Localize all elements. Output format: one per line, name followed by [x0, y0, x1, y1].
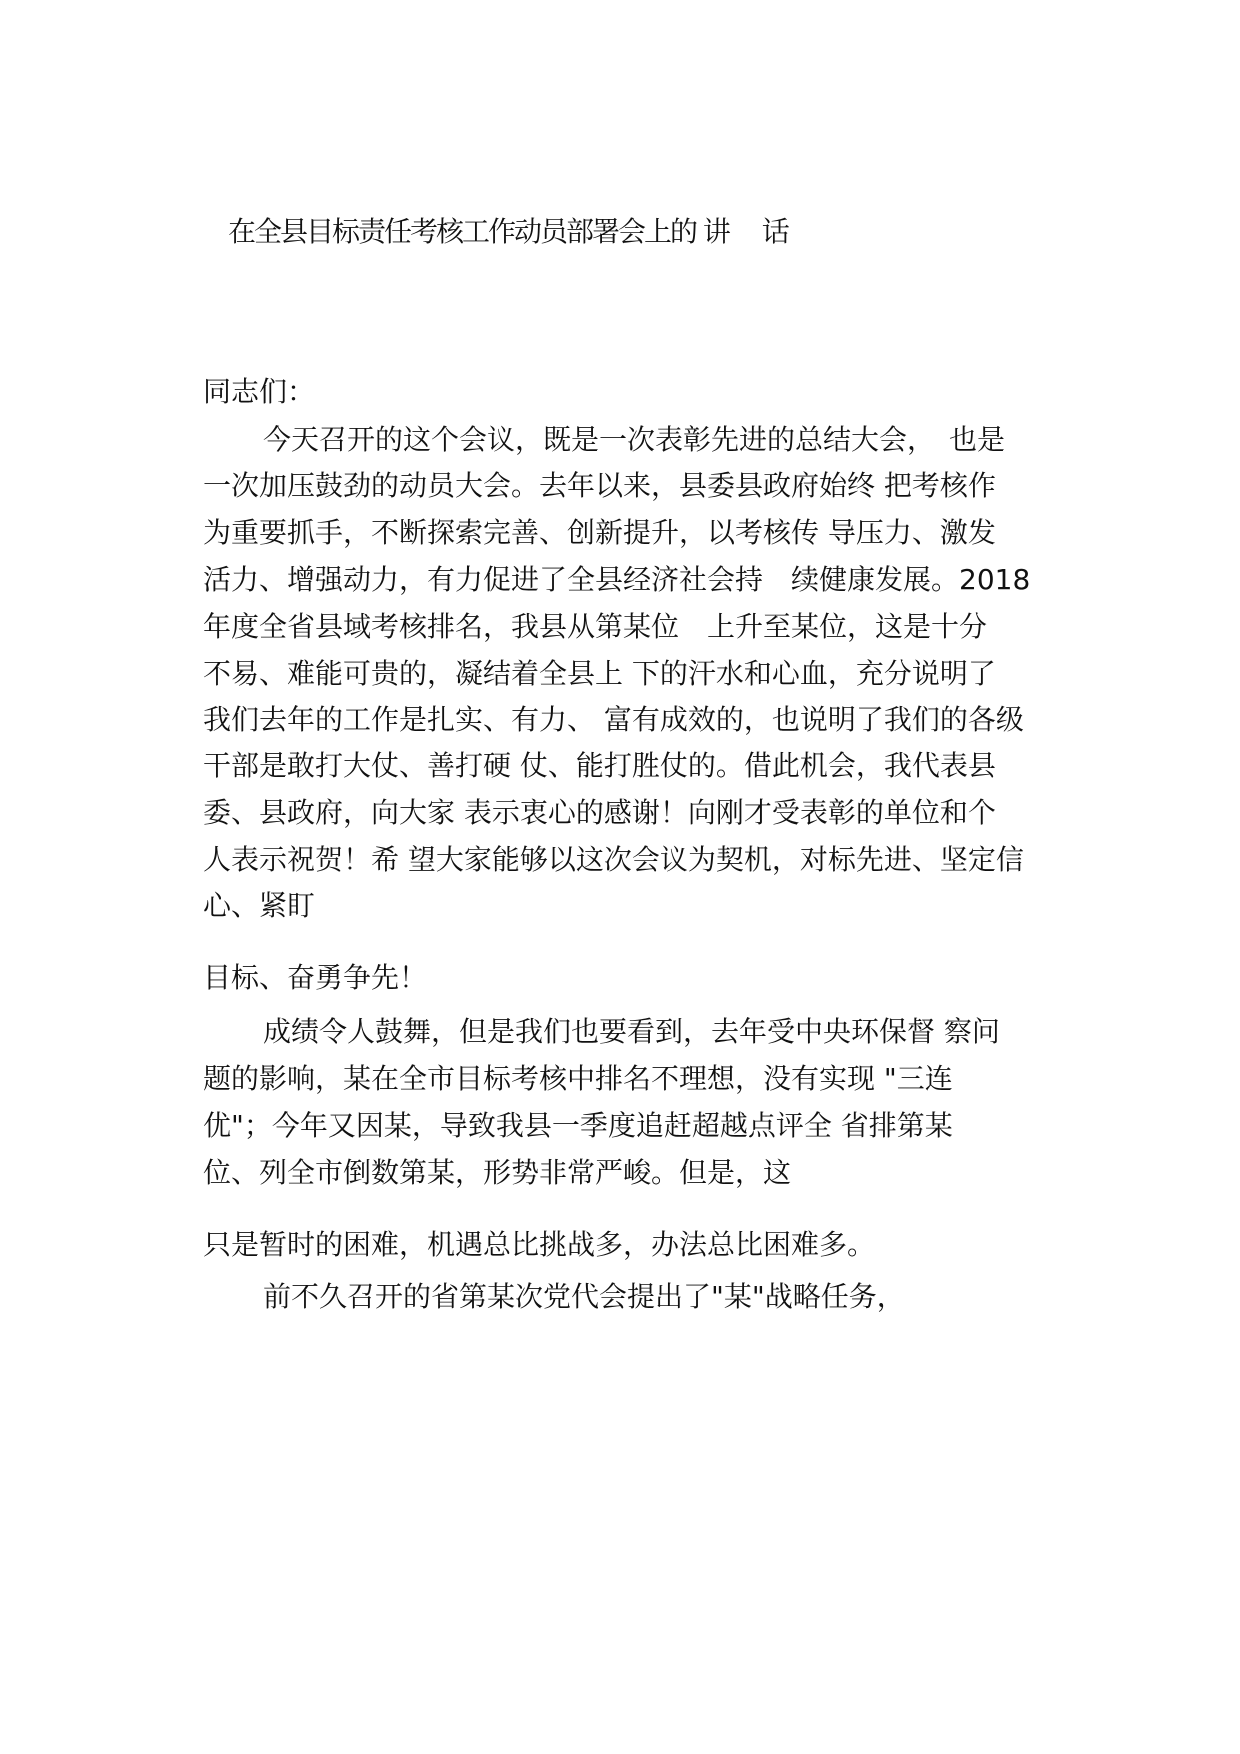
- paragraph-line: 位、列全市倒数第某，形势非常严峻。但是，这: [203, 1156, 792, 1189]
- paragraph-line: 委、县政府，向大家 表示衷心的感谢！向刚才受表彰的单位和个: [203, 796, 996, 829]
- salutation: 同志们：: [203, 375, 316, 408]
- paragraph-line: 题的影响，某在全市目标考核中排名不理想，没有实现 "三连: [203, 1062, 953, 1095]
- paragraph-line: 成绩令人鼓舞，但是我们也要看到，去年受中央环保督 察问: [263, 1015, 1000, 1048]
- document-title: 在全县目标责任考核工作动员部署会上的 讲 话: [228, 215, 788, 248]
- paragraph-line: 只是暂时的困难，机遇总比挑战多，办法总比困难多。: [203, 1228, 876, 1261]
- paragraph-line: 不易、难能可贵的，凝结着全县上 下的汗水和心血，充分说明了: [203, 657, 996, 690]
- paragraph-line: 目标、奋勇争先！: [203, 961, 428, 994]
- paragraph-line: 干部是敢打大仗、善打硬 仗、能打胜仗的。借此机会，我代表县: [203, 749, 996, 782]
- paragraph-line: 心、紧盯: [203, 889, 316, 922]
- paragraph-line: 我们去年的工作是扎实、有力、 富有成效的，也说明了我们的各级: [203, 703, 1024, 736]
- paragraph-line: 一次加压鼓劲的动员大会。去年以来，县委县政府始终 把考核作: [203, 469, 996, 502]
- paragraph-line: 前不久召开的省第某次党代会提出了"某"战略任务，: [263, 1280, 905, 1313]
- paragraph-line: 为重要抓手，不断探索完善、创新提升，以考核传 导压力、激发: [203, 516, 996, 549]
- paragraph-line: 活力、增强动力，有力促进了全县经济社会持 续健康发展。2018: [203, 563, 1031, 596]
- paragraph-line: 年度全省县域考核排名，我县从第某位 上升至某位，这是十分: [203, 610, 988, 643]
- paragraph-line: 今天召开的这个会议，既是一次表彰先进的总结大会， 也是: [263, 423, 1006, 456]
- paragraph-line: 优"；今年又因某，导致我县一季度追赶超越点评全 省排第某: [203, 1109, 953, 1142]
- paragraph-line: 人表示祝贺！希 望大家能够以这次会议为契机，对标先进、坚定信: [203, 843, 1024, 876]
